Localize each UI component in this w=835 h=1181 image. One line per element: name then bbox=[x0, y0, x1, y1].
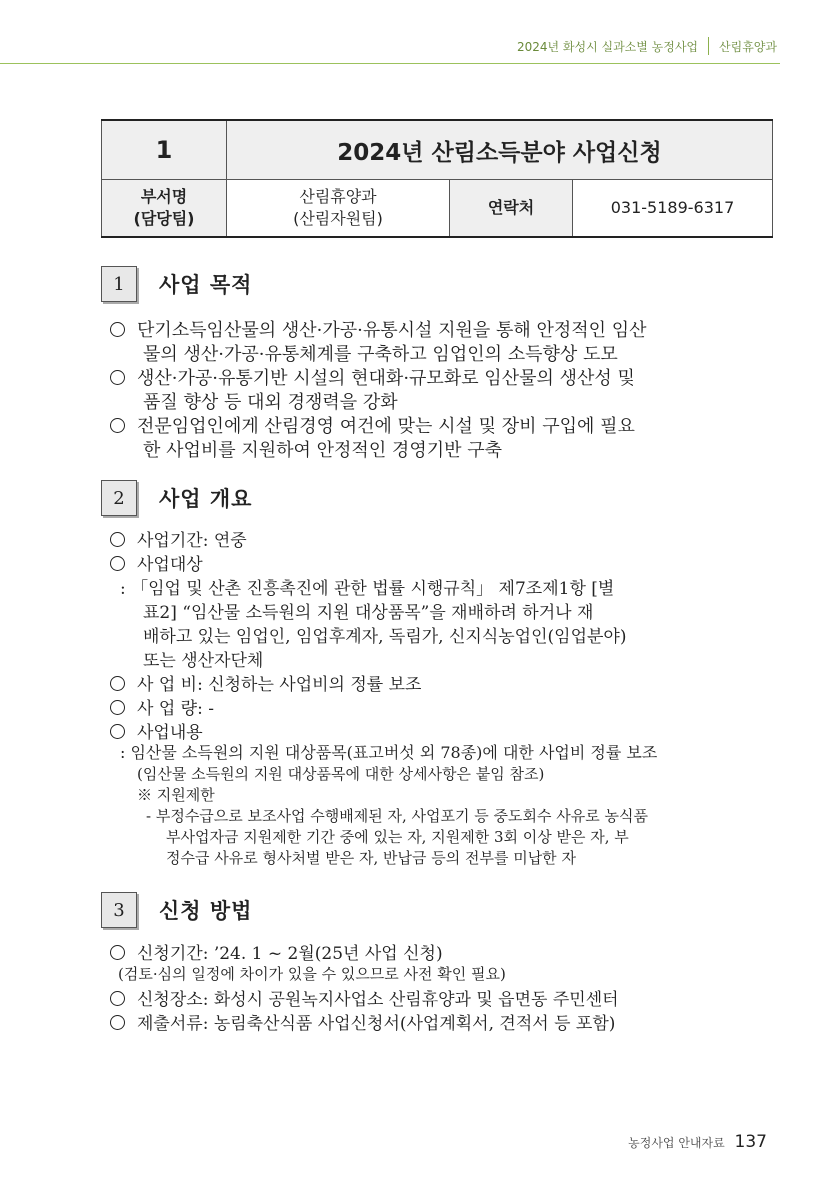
apply-text: 제출서류: 농림축산식품 사업신청서(사업계획서, 견적서 등 포함) bbox=[137, 1014, 616, 1034]
overview-cost bbox=[110, 670, 421, 695]
overview-text: 사 업 비: 신청하는 사업비의 정률 보조 bbox=[137, 675, 422, 695]
dept-value bbox=[227, 180, 450, 238]
restrict-line: - 부정수급으로 보조사업 수행배제된 자, 사업포기 등 중도회수 사유로 농식품 bbox=[146, 807, 648, 825]
purpose-line: 전문임업인에게 산림경영 여건에 맞는 시설 및 장비 구입에 필요 bbox=[137, 416, 635, 437]
header-title: 2024년 화성시 실과소별 농정사업 bbox=[516, 39, 699, 54]
circle-bullet-icon bbox=[110, 676, 125, 691]
dept-label-line1: 부서명 bbox=[140, 187, 188, 206]
purpose-item-1 bbox=[110, 316, 647, 342]
purpose-line: 한 사업비를 지원하여 안정적인 경영기반 구축 bbox=[143, 440, 502, 461]
content-detail: : 임산물 소득원의 지원 대상품목(표고버섯 외 78종)에 대한 사업비 정률 보조 bbox=[120, 743, 658, 762]
section-title: 사업 목적 bbox=[159, 273, 253, 297]
footer-label: 농정사업 안내자료 bbox=[628, 1136, 725, 1150]
project-title: 2024년 산림소득분야 사업신청 bbox=[227, 120, 773, 180]
target-detail-line: 또는 생산자단체 bbox=[143, 651, 264, 671]
running-header bbox=[517, 37, 777, 55]
section-number: 2 bbox=[101, 480, 137, 516]
circle-bullet-icon bbox=[110, 556, 125, 571]
section-title: 사업 개요 bbox=[159, 487, 253, 511]
dept-value-line2: (산림자원팀) bbox=[293, 209, 383, 228]
content-note: (임산물 소득원의 지원 대상품목에 대한 상세사항은 붙임 참조) bbox=[137, 765, 545, 783]
purpose-line: 단기소득임산물의 생산·가공·유통시설 지원을 통해 안정적인 임산 bbox=[137, 320, 647, 341]
circle-bullet-icon bbox=[110, 724, 125, 739]
overview-text: 사업내용 bbox=[137, 723, 203, 743]
project-number: 1 bbox=[102, 120, 227, 180]
circle-bullet-icon bbox=[110, 991, 125, 1006]
circle-bullet-icon bbox=[110, 322, 125, 337]
purpose-item-2 bbox=[110, 364, 635, 390]
purpose-line: 생산·가공·유통기반 시설의 현대화·규모화로 임산물의 생산성 및 bbox=[137, 368, 635, 389]
target-detail-line: 배하고 있는 임업인, 임업후계자, 독림가, 신지식농업인(임업분야) bbox=[143, 627, 627, 647]
section-overview-heading bbox=[101, 478, 252, 518]
circle-bullet-icon bbox=[110, 700, 125, 715]
header-rule bbox=[0, 63, 780, 64]
overview-text: 사 업 량: - bbox=[137, 699, 214, 719]
restrict-line: 정수급 사유로 형사처벌 받은 자, 반납금 등의 전부를 미납한 자 bbox=[166, 849, 576, 867]
purpose-item-3 bbox=[110, 412, 635, 438]
restrict-line: 부사업자금 지원제한 기간 중에 있는 자, 지원제한 3회 이상 받은 자, 부 bbox=[166, 828, 629, 846]
section-purpose-heading bbox=[101, 264, 252, 304]
section-number: 1 bbox=[101, 266, 137, 302]
info-table bbox=[101, 119, 773, 238]
purpose-line: 품질 향상 등 대외 경쟁력을 강화 bbox=[143, 392, 398, 413]
section-title: 신청 방법 bbox=[159, 899, 253, 923]
header-department: 산림휴양과 bbox=[719, 39, 777, 54]
overview-text: 사업대상 bbox=[137, 555, 203, 575]
contact-value: 031-5189-6317 bbox=[573, 180, 773, 238]
contact-label: 연락처 bbox=[450, 180, 573, 238]
overview-period bbox=[110, 526, 247, 551]
circle-bullet-icon bbox=[110, 1015, 125, 1030]
restrict-title: ※ 지원제한 bbox=[137, 786, 215, 804]
circle-bullet-icon bbox=[110, 418, 125, 433]
target-detail-line: : 「임업 및 산촌 진흥촉진에 관한 법률 시행규칙」 제7조제1항 [별 bbox=[120, 579, 615, 599]
apply-docs bbox=[110, 1009, 615, 1034]
purpose-line: 물의 생산·가공·유통체계를 구축하고 임업인의 소득향상 도모 bbox=[143, 344, 618, 365]
dept-label-line2: (담당팀) bbox=[133, 209, 195, 228]
section-number: 3 bbox=[101, 892, 137, 928]
circle-bullet-icon bbox=[110, 945, 125, 960]
overview-target bbox=[110, 550, 203, 575]
apply-place bbox=[110, 985, 619, 1010]
overview-text: 사업기간: 연중 bbox=[137, 531, 247, 551]
circle-bullet-icon bbox=[110, 532, 125, 547]
circle-bullet-icon bbox=[110, 370, 125, 385]
page-number: 137 bbox=[734, 1132, 767, 1152]
apply-text: 신청장소: 화성시 공원녹지사업소 산림휴양과 및 읍면동 주민센터 bbox=[137, 990, 619, 1010]
target-detail-line: 표2] “임산물 소득원의 지원 대상품목”을 재배하려 하거나 재 bbox=[143, 603, 594, 623]
dept-value-line1: 산림휴양과 bbox=[299, 187, 377, 206]
header-divider bbox=[708, 37, 709, 55]
page-footer bbox=[628, 1132, 767, 1152]
overview-amount bbox=[110, 694, 214, 719]
apply-text: 신청기간: ’24. 1 ~ 2월(25년 사업 신청) bbox=[137, 944, 443, 964]
section-apply-heading bbox=[101, 890, 252, 930]
dept-label bbox=[102, 180, 227, 238]
apply-period-note: (검토·심의 일정에 차이가 있을 수 있으므로 사전 확인 필요) bbox=[118, 965, 506, 983]
apply-period bbox=[110, 939, 443, 964]
